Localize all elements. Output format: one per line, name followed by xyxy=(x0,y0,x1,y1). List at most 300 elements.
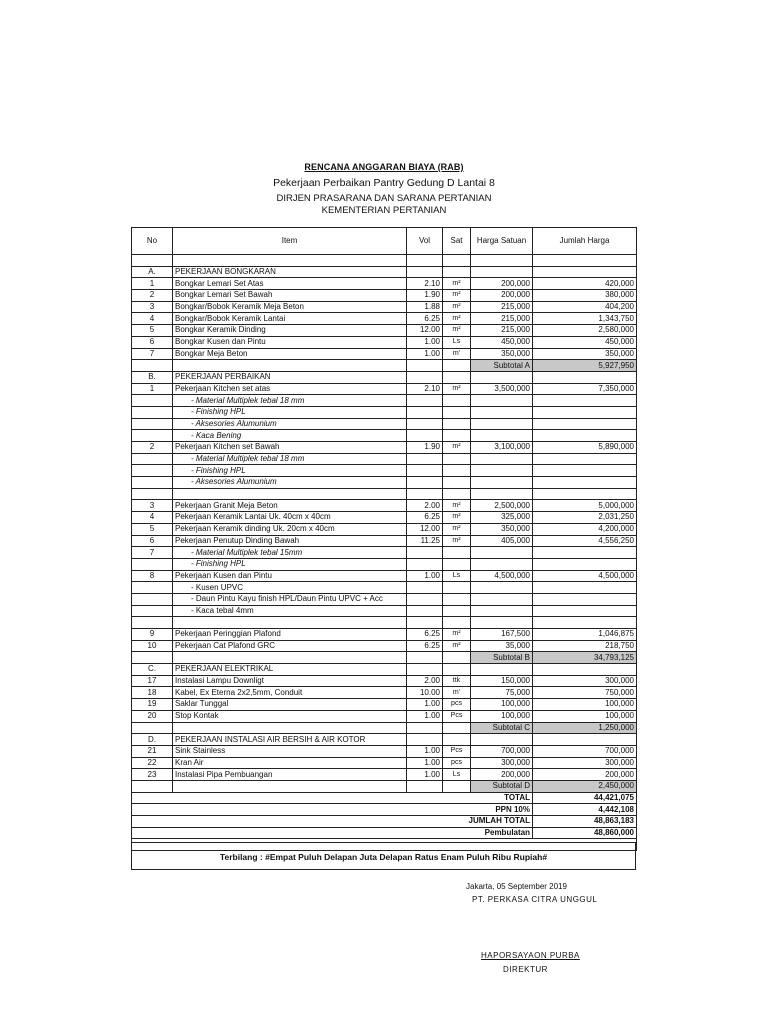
cell-sat xyxy=(443,418,471,430)
item-total-price: 420,000 xyxy=(533,278,637,290)
table-row xyxy=(132,500,637,512)
blank-row xyxy=(132,488,637,500)
cell-sat xyxy=(443,371,471,383)
item-detail-row xyxy=(132,395,637,407)
item-volume: 6.25 xyxy=(407,512,443,524)
cell-no xyxy=(132,465,173,477)
cell-no xyxy=(132,395,173,407)
item-total-price: 404,200 xyxy=(533,301,637,313)
item-detail-row xyxy=(132,453,637,465)
item-total-price: 1,046,875 xyxy=(533,629,637,641)
item-volume: 1.90 xyxy=(407,290,443,302)
item-unit-price: 450,000 xyxy=(471,336,533,348)
cell-no xyxy=(132,406,173,418)
item-unit: m² xyxy=(443,512,471,524)
cell-hs xyxy=(471,395,533,407)
item-volume: 1.88 xyxy=(407,301,443,313)
item-detail-row xyxy=(132,558,637,570)
item-total-price: 7,350,000 xyxy=(533,383,637,395)
total-label: TOTAL xyxy=(132,792,533,804)
item-total-price: 450,000 xyxy=(533,336,637,348)
cell-sat xyxy=(443,664,471,676)
cell-no xyxy=(132,360,173,372)
item-volume: 12.00 xyxy=(407,523,443,535)
item-unit-price: 215,000 xyxy=(471,313,533,325)
total-value: 44,421,075 xyxy=(533,792,637,804)
cell-no xyxy=(132,605,173,617)
item-number: 1 xyxy=(132,383,173,395)
item-detail: - Aksesories Alumunium xyxy=(173,477,407,489)
item-number: 6 xyxy=(132,336,173,348)
item-unit-price: 150,000 xyxy=(471,675,533,687)
item-number: 1 xyxy=(132,278,173,290)
section-number: B. xyxy=(132,371,173,383)
table-row xyxy=(132,336,637,348)
section-number: A. xyxy=(132,266,173,278)
total-label: JUMLAH TOTAL xyxy=(132,816,533,828)
item-description: Pekerjaan Keramik dinding Uk. 20cm x 40cm xyxy=(173,523,407,535)
item-unit: Ls xyxy=(443,336,471,348)
total-row xyxy=(132,804,637,816)
table-row xyxy=(132,301,637,313)
cell-jh xyxy=(533,734,637,746)
cell-sat xyxy=(443,582,471,594)
section-row xyxy=(132,664,637,676)
item-total-price xyxy=(533,547,637,559)
item-number: 5 xyxy=(132,523,173,535)
section-title: PEKERJAAN PERBAIKAN xyxy=(173,371,407,383)
cell-no xyxy=(132,430,173,442)
header-harga-satuan: Harga Satuan xyxy=(471,228,533,255)
subtotal-label: Subtotal C xyxy=(471,722,533,734)
item-unit-price: 200,000 xyxy=(471,769,533,781)
item-volume: 1.00 xyxy=(407,570,443,582)
cell-jh xyxy=(533,395,637,407)
rab-table xyxy=(131,227,637,851)
section-number: D. xyxy=(132,734,173,746)
item-detail: - Kaca Bening xyxy=(173,430,407,442)
cell-sat xyxy=(443,488,471,500)
item-detail: - Daun Pintu Kayu finish HPL/Daun Pintu UPVC + Acc xyxy=(173,593,407,605)
signature-place-date: Jakarta, 05 September 2019 xyxy=(466,882,567,891)
cell-hs xyxy=(471,406,533,418)
cell-hs xyxy=(471,430,533,442)
item-unit-price: 4,500,000 xyxy=(471,570,533,582)
cell-sat xyxy=(443,406,471,418)
subtotal-value: 34,793,125 xyxy=(533,652,637,664)
item-volume: 1.00 xyxy=(407,710,443,722)
item-total-price: 218,750 xyxy=(533,640,637,652)
item-description: Pekerjaan Penutup Dinding Bawah xyxy=(173,535,407,547)
item-unit: Ls xyxy=(443,570,471,582)
header-sat: Sat xyxy=(443,228,471,255)
item-unit: Pcs xyxy=(443,745,471,757)
item-total-price: 700,000 xyxy=(533,745,637,757)
item-unit-price: 35,000 xyxy=(471,640,533,652)
item-unit-price: 405,000 xyxy=(471,535,533,547)
cell-hs xyxy=(471,593,533,605)
cell-vol xyxy=(407,558,443,570)
subtotal-label: Subtotal A xyxy=(471,360,533,372)
cell-jh xyxy=(533,453,637,465)
cell-sat xyxy=(443,477,471,489)
item-unit-price: 215,000 xyxy=(471,325,533,337)
cell-vol xyxy=(407,722,443,734)
cell-no xyxy=(132,722,173,734)
subtotal-value: 1,250,000 xyxy=(533,722,637,734)
cell-item xyxy=(173,722,407,734)
item-unit-price xyxy=(471,547,533,559)
cell-vol xyxy=(407,488,443,500)
item-volume: 6.25 xyxy=(407,629,443,641)
cell-jh xyxy=(533,488,637,500)
item-unit: Pcs xyxy=(443,710,471,722)
item-unit: m² xyxy=(443,535,471,547)
item-number: 7 xyxy=(132,348,173,360)
item-unit-price: 2,500,000 xyxy=(471,500,533,512)
item-detail-row xyxy=(132,477,637,489)
cell-item xyxy=(173,617,407,629)
cell-jh xyxy=(533,605,637,617)
subtotal-row xyxy=(132,780,637,792)
cell-sat xyxy=(443,617,471,629)
item-unit-price: 300,000 xyxy=(471,757,533,769)
cell-vol xyxy=(407,465,443,477)
cell-hs xyxy=(471,605,533,617)
item-unit-price: 325,000 xyxy=(471,512,533,524)
item-volume: 1.00 xyxy=(407,757,443,769)
cell-jh xyxy=(533,582,637,594)
table-row xyxy=(132,629,637,641)
item-detail: - Kusen UPVC xyxy=(173,582,407,594)
item-total-price: 4,556,250 xyxy=(533,535,637,547)
item-unit-price: 350,000 xyxy=(471,523,533,535)
item-description: Pekerjaan Kusen dan Pintu xyxy=(173,570,407,582)
item-number: 20 xyxy=(132,710,173,722)
item-volume: 10.00 xyxy=(407,687,443,699)
item-unit: m² xyxy=(443,442,471,454)
cell-no xyxy=(132,582,173,594)
agency-name: DIRJEN PRASARANA DAN SARANA PERTANIAN xyxy=(276,193,492,204)
item-total-price: 5,890,000 xyxy=(533,442,637,454)
item-description: Pekerjaan Kitchen set atas xyxy=(173,383,407,395)
cell-sat xyxy=(443,722,471,734)
item-number: 17 xyxy=(132,675,173,687)
cell-sat xyxy=(443,734,471,746)
item-total-price: 4,200,000 xyxy=(533,523,637,535)
item-volume: 2.00 xyxy=(407,675,443,687)
table-row xyxy=(132,348,637,360)
cell-vol xyxy=(407,266,443,278)
cell-hs xyxy=(471,558,533,570)
item-description: Pekerjaan Cat Plafond GRC xyxy=(173,640,407,652)
item-detail: - Aksesories Alumunium xyxy=(173,418,407,430)
cell-no xyxy=(132,418,173,430)
item-unit: m² xyxy=(443,313,471,325)
cell-item xyxy=(173,255,407,267)
table-row xyxy=(132,290,637,302)
cell-sat xyxy=(443,453,471,465)
item-number: 8 xyxy=(132,570,173,582)
item-detail-row xyxy=(132,418,637,430)
cell-sat xyxy=(443,360,471,372)
table-row xyxy=(132,383,637,395)
item-number: 19 xyxy=(132,699,173,711)
item-description: - Material Multiplek tebal 15mm xyxy=(173,547,407,559)
section-row xyxy=(132,266,637,278)
cell-no xyxy=(132,593,173,605)
section-row xyxy=(132,371,637,383)
section-number: C. xyxy=(132,664,173,676)
item-volume: 1.00 xyxy=(407,336,443,348)
cell-hs xyxy=(471,582,533,594)
header-vol: Vol xyxy=(407,228,443,255)
item-detail: - Material Multiplek tebal 18 mm xyxy=(173,453,407,465)
item-total-price: 750,000 xyxy=(533,687,637,699)
item-unit: m' xyxy=(443,348,471,360)
item-number: 7 xyxy=(132,547,173,559)
item-unit: Ls xyxy=(443,769,471,781)
item-unit xyxy=(443,547,471,559)
item-unit: m² xyxy=(443,383,471,395)
section-title: PEKERJAAN BONGKARAN xyxy=(173,266,407,278)
cell-jh xyxy=(533,593,637,605)
item-unit-price: 167,500 xyxy=(471,629,533,641)
cell-jh xyxy=(533,406,637,418)
cell-vol xyxy=(407,593,443,605)
table-row xyxy=(132,570,637,582)
ministry-name: KEMENTERIAN PERTANIAN xyxy=(321,205,447,216)
table-row xyxy=(132,523,637,535)
total-row xyxy=(132,827,637,839)
cell-hs xyxy=(471,266,533,278)
cell-vol xyxy=(407,605,443,617)
total-value: 48,860,000 xyxy=(533,827,637,839)
item-volume: 6.25 xyxy=(407,313,443,325)
item-detail: - Finishing HPL xyxy=(173,406,407,418)
item-volume: 2.10 xyxy=(407,278,443,290)
cell-sat xyxy=(443,465,471,477)
table-header-row xyxy=(132,228,637,255)
item-volume: 1.90 xyxy=(407,442,443,454)
item-total-price: 300,000 xyxy=(533,757,637,769)
cell-vol xyxy=(407,406,443,418)
cell-sat xyxy=(443,266,471,278)
cell-jh xyxy=(533,430,637,442)
cell-hs xyxy=(471,488,533,500)
document-title: RENCANA ANGGARAN BIAYA (RAB) xyxy=(304,162,464,172)
total-row xyxy=(132,792,637,804)
item-volume: 2.10 xyxy=(407,383,443,395)
item-unit: m² xyxy=(443,278,471,290)
cell-no xyxy=(132,780,173,792)
table-row xyxy=(132,535,637,547)
item-detail: - Finishing HPL xyxy=(173,558,407,570)
cell-no xyxy=(132,453,173,465)
cell-vol xyxy=(407,371,443,383)
cell-sat xyxy=(443,558,471,570)
item-volume xyxy=(407,547,443,559)
item-unit-price: 200,000 xyxy=(471,290,533,302)
item-unit: m² xyxy=(443,301,471,313)
header-item: Item xyxy=(173,228,407,255)
item-description: Kran Air xyxy=(173,757,407,769)
item-description: Instalasi Pipa Pembuangan xyxy=(173,769,407,781)
item-volume: 2.00 xyxy=(407,500,443,512)
section-row xyxy=(132,734,637,746)
cell-sat xyxy=(443,593,471,605)
cell-no xyxy=(132,255,173,267)
item-total-price: 2,580,000 xyxy=(533,325,637,337)
cell-sat xyxy=(443,780,471,792)
item-number: 3 xyxy=(132,301,173,313)
total-value: 48,863,183 xyxy=(533,816,637,828)
blank-row xyxy=(132,617,637,629)
item-volume: 1.00 xyxy=(407,699,443,711)
cell-vol xyxy=(407,395,443,407)
item-description: Bongkar Meja Beton xyxy=(173,348,407,360)
cell-vol xyxy=(407,477,443,489)
item-unit: ttk xyxy=(443,675,471,687)
item-unit-price: 215,000 xyxy=(471,301,533,313)
cell-vol xyxy=(407,617,443,629)
item-volume: 6.25 xyxy=(407,640,443,652)
item-unit: m² xyxy=(443,500,471,512)
total-row xyxy=(132,816,637,828)
item-unit: m² xyxy=(443,629,471,641)
cell-vol xyxy=(407,652,443,664)
item-detail-row xyxy=(132,593,637,605)
item-number: 4 xyxy=(132,512,173,524)
subtotal-value: 5,927,950 xyxy=(533,360,637,372)
item-unit-price: 75,000 xyxy=(471,687,533,699)
subtotal-label: Subtotal D xyxy=(471,780,533,792)
cell-hs xyxy=(471,465,533,477)
item-number: 2 xyxy=(132,290,173,302)
cell-sat xyxy=(443,430,471,442)
cell-no xyxy=(132,488,173,500)
item-detail-row xyxy=(132,605,637,617)
item-total-price: 100,000 xyxy=(533,699,637,711)
cell-jh xyxy=(533,255,637,267)
header-no: No xyxy=(132,228,173,255)
total-label: PPN 10% xyxy=(132,804,533,816)
table-row xyxy=(132,325,637,337)
cell-hs xyxy=(471,617,533,629)
cell-jh xyxy=(533,418,637,430)
item-number: 18 xyxy=(132,687,173,699)
header-jumlah-harga: Jumlah Harga xyxy=(533,228,637,255)
item-number: 5 xyxy=(132,325,173,337)
signature-company: PT. PERKASA CITRA UNGGUL xyxy=(472,895,598,904)
cell-sat xyxy=(443,605,471,617)
item-volume: 11.25 xyxy=(407,535,443,547)
item-detail: - Material Multiplek tebal 18 mm xyxy=(173,395,407,407)
item-unit-price: 700,000 xyxy=(471,745,533,757)
table-row xyxy=(132,699,637,711)
cell-no xyxy=(132,652,173,664)
item-number: 9 xyxy=(132,629,173,641)
table-row xyxy=(132,687,637,699)
cell-jh xyxy=(533,465,637,477)
item-total-price: 380,000 xyxy=(533,290,637,302)
item-total-price: 1,343,750 xyxy=(533,313,637,325)
table-row xyxy=(132,640,637,652)
cell-jh xyxy=(533,617,637,629)
cell-vol xyxy=(407,664,443,676)
item-unit-price: 100,000 xyxy=(471,710,533,722)
item-description: Saklar Tunggal xyxy=(173,699,407,711)
item-description: Bongkar/Bobok Keramik Lantai xyxy=(173,313,407,325)
item-volume: 1.00 xyxy=(407,348,443,360)
item-description: Bongkar Kusen dan Pintu xyxy=(173,336,407,348)
cell-hs xyxy=(471,255,533,267)
table-row xyxy=(132,769,637,781)
cell-jh xyxy=(533,664,637,676)
item-number: 22 xyxy=(132,757,173,769)
item-number: 3 xyxy=(132,500,173,512)
item-unit: m² xyxy=(443,523,471,535)
item-unit: m² xyxy=(443,325,471,337)
cell-hs xyxy=(471,371,533,383)
item-description: Pekerjaan Granit Meja Beton xyxy=(173,500,407,512)
item-total-price: 2,031,250 xyxy=(533,512,637,524)
table-row xyxy=(132,278,637,290)
cell-hs xyxy=(471,453,533,465)
subtotal-label: Subtotal B xyxy=(471,652,533,664)
item-detail: - Kaca tebal 4mm xyxy=(173,605,407,617)
item-number: 10 xyxy=(132,640,173,652)
subtotal-row xyxy=(132,360,637,372)
total-value: 4,442,108 xyxy=(533,804,637,816)
cell-hs xyxy=(471,477,533,489)
table-row xyxy=(132,675,637,687)
cell-vol xyxy=(407,734,443,746)
item-description: Kabel, Ex Eterna 2x2,5mm, Conduit xyxy=(173,687,407,699)
subtotal-row xyxy=(132,652,637,664)
table-row xyxy=(132,745,637,757)
item-volume: 12.00 xyxy=(407,325,443,337)
cell-jh xyxy=(533,371,637,383)
item-description: Pekerjaan Keramik Lantai Uk. 40cm x 40cm xyxy=(173,512,407,524)
cell-item xyxy=(173,652,407,664)
cell-vol xyxy=(407,582,443,594)
item-detail: - Finishing HPL xyxy=(173,465,407,477)
cell-jh xyxy=(533,558,637,570)
section-title: PEKERJAAN INSTALASI AIR BERSIH & AIR KOTOR xyxy=(173,734,407,746)
item-total-price: 100,000 xyxy=(533,710,637,722)
item-description: Pekerjaan Kitchen set Bawah xyxy=(173,442,407,454)
item-unit: pcs xyxy=(443,757,471,769)
item-unit-price: 200,000 xyxy=(471,278,533,290)
item-unit-price: 350,000 xyxy=(471,348,533,360)
table-row xyxy=(132,512,637,524)
cell-jh xyxy=(533,266,637,278)
item-description: Sink Stainless xyxy=(173,745,407,757)
cell-sat xyxy=(443,255,471,267)
item-total-price: 4,500,000 xyxy=(533,570,637,582)
item-number: 21 xyxy=(132,745,173,757)
amount-in-words: Terbilang : #Empat Puluh Delapan Juta Delapan Ratus Enam Puluh Ribu Rupiah# xyxy=(131,842,636,870)
item-unit: m' xyxy=(443,687,471,699)
cell-item xyxy=(173,360,407,372)
item-number: 2 xyxy=(132,442,173,454)
item-total-price: 200,000 xyxy=(533,769,637,781)
item-description: Instalasi Lampu Downligt xyxy=(173,675,407,687)
cell-no xyxy=(132,477,173,489)
item-description: Stop Kontak xyxy=(173,710,407,722)
cell-hs xyxy=(471,664,533,676)
